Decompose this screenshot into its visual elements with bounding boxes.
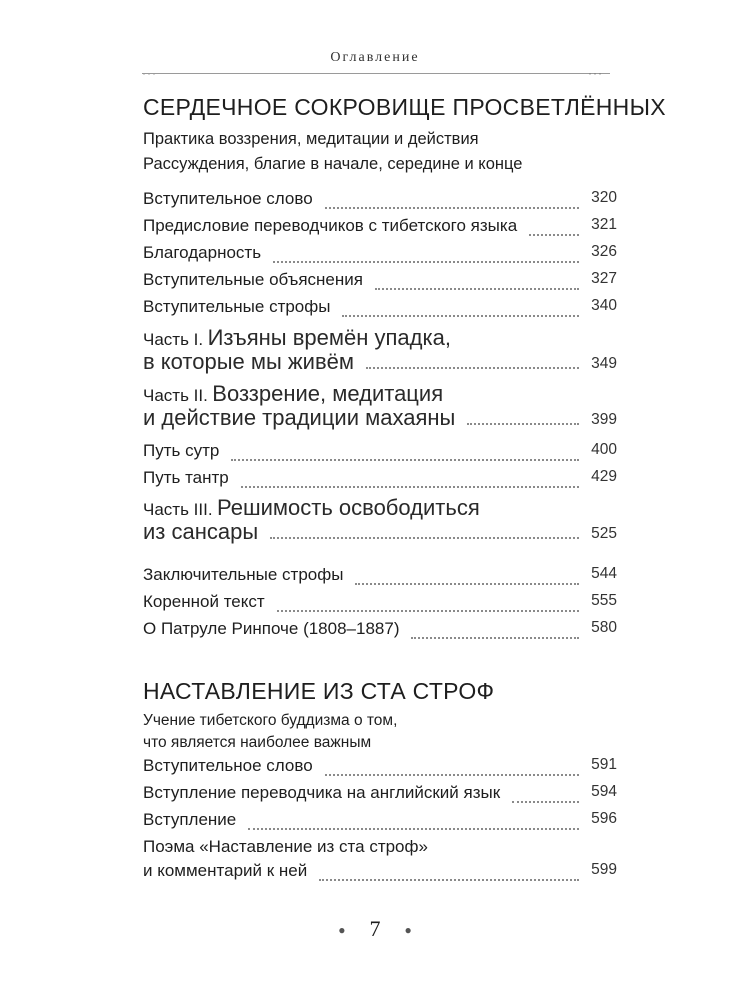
- part-title-line2: в которые мы живём: [143, 349, 354, 374]
- toc-entry[interactable]: [143, 441, 617, 467]
- dot-leader: [375, 288, 579, 290]
- toc-entry[interactable]: [143, 216, 617, 242]
- toc-entry-page: 555: [591, 592, 617, 609]
- part-label: Часть I.: [143, 330, 204, 349]
- toc-entry-title: и комментарий к ней: [143, 861, 308, 880]
- part-title-line2: и действие традиции махаяны: [143, 405, 456, 430]
- toc-entry-page: 594: [591, 783, 617, 800]
- toc-entry[interactable]: [143, 243, 617, 269]
- toc-entry[interactable]: [143, 565, 617, 591]
- toc-entry[interactable]: [143, 297, 617, 323]
- dot-leader: [325, 774, 579, 776]
- dot-leader: [248, 828, 579, 830]
- page-number-value: 7: [369, 916, 381, 941]
- toc-entry-title: Вступление: [143, 810, 237, 829]
- rule-dots-left: ···: [142, 66, 157, 80]
- toc-entry-page: 320: [591, 189, 617, 206]
- toc-entry-poem[interactable]: [143, 861, 617, 887]
- section1-title: СЕРДЕЧНОЕ СОКРОВИЩЕ ПРОСВЕТЛЁННЫХ: [143, 94, 666, 120]
- dot-leader: [529, 234, 579, 236]
- part-title-line1: Решимость освободиться: [217, 495, 480, 520]
- section1-subtitle-1: Практика воззрения, медитации и действия: [143, 130, 479, 148]
- toc-entry-page: 429: [591, 468, 617, 485]
- toc-entry[interactable]: [143, 783, 617, 809]
- toc-entry-title: Вступление переводчика на английский язык: [143, 783, 501, 802]
- toc-entry[interactable]: [143, 592, 617, 618]
- section1-subtitle-2: Рассуждения, благие в начале, середине и конце: [143, 155, 523, 173]
- toc-entry-page: 599: [591, 861, 617, 878]
- dot-leader: [342, 315, 579, 317]
- toc-entry-title: Заключительные строфы: [143, 565, 344, 584]
- page-number-dot: ●: [338, 923, 346, 938]
- dot-leader: [277, 610, 579, 612]
- toc-entry[interactable]: [143, 468, 617, 494]
- toc-entry-page: 399: [591, 411, 617, 428]
- part-label: Часть II.: [143, 386, 208, 405]
- dot-leader: [273, 261, 579, 263]
- section2-subtitle-2: что является наиболее важным: [143, 734, 372, 751]
- dot-leader: [325, 207, 579, 209]
- toc-entry[interactable]: [143, 189, 617, 215]
- toc-entry-title: О Патруле Ринпоче (1808–1887): [143, 619, 400, 638]
- header-rule: [142, 73, 610, 74]
- dot-leader: [270, 537, 579, 539]
- dot-leader: [411, 637, 579, 639]
- toc-entry-title: Путь тантр: [143, 468, 229, 487]
- dot-leader: [319, 879, 579, 881]
- dot-leader: [512, 801, 579, 803]
- toc-part-3[interactable]: [143, 495, 617, 549]
- toc-entry-title: Вступительное слово: [143, 756, 313, 775]
- toc-part-2[interactable]: [143, 381, 617, 435]
- toc-entry[interactable]: [143, 270, 617, 296]
- toc-entry-page: 340: [591, 297, 617, 314]
- part-title-line2: из сансары: [143, 519, 259, 544]
- toc-entry-title: Вступительные строфы: [143, 297, 331, 316]
- rule-dots-right: ···: [588, 66, 603, 80]
- page-number: [0, 916, 750, 942]
- toc-entry-title: Поэма «Наставление из ста строф»: [143, 837, 428, 856]
- toc-entry[interactable]: [143, 756, 617, 782]
- toc-entry-poem-line1[interactable]: [143, 837, 617, 863]
- toc-entry-page: 327: [591, 270, 617, 287]
- toc-entry-page: 525: [591, 525, 617, 542]
- toc-entry-page: 400: [591, 441, 617, 458]
- toc-header: Оглавление: [330, 50, 420, 65]
- dot-leader: [355, 583, 579, 585]
- dot-leader: [231, 459, 579, 461]
- toc-entry[interactable]: [143, 810, 617, 836]
- toc-entry-title: Вступительные объяснения: [143, 270, 363, 289]
- toc-entry-page: 349: [591, 355, 617, 372]
- dot-leader: [467, 423, 579, 425]
- section2-title: НАСТАВЛЕНИЕ ИЗ СТА СТРОФ: [143, 678, 495, 704]
- page-number-dot: ●: [404, 923, 412, 938]
- toc-entry-page: 326: [591, 243, 617, 260]
- toc-entry-page: 321: [591, 216, 617, 233]
- toc-entry-page: 596: [591, 810, 617, 827]
- toc-entry-title: Вступительное слово: [143, 189, 313, 208]
- toc-entry-title: Предисловие переводчиков с тибетского языка: [143, 216, 518, 235]
- toc-entry[interactable]: [143, 619, 617, 645]
- dot-leader: [366, 367, 579, 369]
- part-title-line1: Воззрение, медитация: [212, 381, 444, 406]
- toc-entry-page: 544: [591, 565, 617, 582]
- toc-entry-page: 591: [591, 756, 617, 773]
- dot-leader: [241, 486, 579, 488]
- section2-subtitle-1: Учение тибетского буддизма о том,: [143, 712, 398, 729]
- toc-entry-title: Коренной текст: [143, 592, 265, 611]
- toc-entry-title: Путь сутр: [143, 441, 220, 460]
- part-label: Часть III.: [143, 500, 213, 519]
- toc-part-1[interactable]: [143, 325, 617, 379]
- toc-entry-title: Благодарность: [143, 243, 262, 262]
- toc-entry-page: 580: [591, 619, 617, 636]
- part-title-line1: Изъяны времён упадка,: [207, 325, 451, 350]
